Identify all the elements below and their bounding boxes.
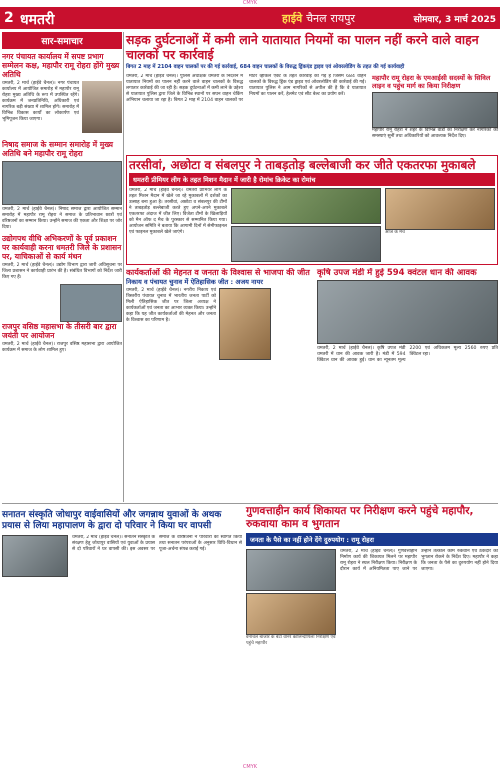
election-story [126,268,312,458]
brand-name: हाईवे [282,12,303,25]
sports-photos [231,188,381,262]
mandi-story [317,268,498,458]
election-subheadline: निकाय व पंचायत चुनाव में ऐतिहासिक जीत : अजय नायर [126,277,263,286]
brand-city: रायपुर [330,12,355,25]
brief-text: धमतरी, 2 मार्च (हाईवे चैनल)। राजपुर वसिष्ठ महासभा द्वारा आयोजित कार्यक्रम में समाज के लोग शामिल हुए। [2,342,122,353]
brief-title: उद्योगपथ वीथि अभिकरणों के पूर्व प्रकाशन पर कार्यवाही करना धमतरी जिले के प्रशासन पर, याचिकाओं से कार्य मंथन [2,234,122,261]
sidebar-heading: सार-समाचार [2,32,122,49]
sports-story [126,155,498,265]
match-caption: आज के मैच [385,229,405,235]
brief-text: धमतरी, 2 मार्च (हाईवे चैनल)। नगर पंचायत कार्यालय में आयोजित समारोह में महापौर रामू रोहरा मुख्य अतिथि के रूप में उपस्थित रहेंगे। कार्यक्रम में जनप्रतिनिधि, अधिकारी एवं नागरिक बड़ी संख्या में शामिल होंगे। समारोह में विभिन्न विकास कार्यों का लोकार्पण एवं भूमिपूजन किया जाएगा। [2,81,79,122]
inspection-photo-2 [246,593,336,635]
inspection-photos [246,549,336,761]
brief-title: राजपुर वसिष्ठ महासभा के तीसरी बार द्वारा जयंती पर आयोजन [2,322,117,340]
homecoming-story [2,510,242,757]
homecoming-body [2,535,242,757]
brief-item [2,52,122,123]
brief-text: धमतरी, 2 मार्च (हाईवे चैनल)। निषाद समाज द्वारा आयोजित सम्मान समारोह में महापौर रामू रोहरा ने समाज के प्रतिभावान छात्रों एवं वरिष्ठजनों का सम्मान किया। उन्होंने समाज की एकता और शिक्षा पर जोर दिया। [2,207,122,230]
lower-stories [126,268,498,458]
issue-date: सोमवार, 3 मार्च 2025 [413,15,496,25]
ceremony-photo [2,535,68,577]
page-number: 2 [4,10,14,26]
homecoming-headline: सनातन संस्कृति जोधापुर वाईवासियों और जगन्नाथ युवाओं के अथक प्रयास से लिया महापालण के द्वारा दो परिवार ने किया घर वापसी [2,510,222,531]
inspection-story [246,505,498,761]
top-story-text: धमतरी, 2 मार्च (हाईवे चैनल)। पुलिस अधीक्षक धमतरी के निर्देशन में यातायात नियमों का पालन नहीं करने वाले वाहन चालकों के विरुद्ध लगातार कार्रवाई की जा रही है। सड़क दुर्घटनाओं में कमी लाने के उद्देश्य से यातायात पुलिस द्वारा जिले के विभिन्न स्थानों पर सघन वाहन चेकिंग अभियान चलाया जा रहा है। बिगत 2 माह में 2104 वाहन चालकों पर मोटर व्हीकल एक्ट के तहत कार्रवाई की गई है जिसमें 684 वाहन चालकों के विरुद्ध ड्रिंक एंड ड्राइव एवं ओवरलोडिंग की कार्रवाई की गई। यातायात पुलिस ने आम नागरिकों से अपील की है कि वे यातायात नियमों का पालन करें, हेलमेट एवं सीट बेल्ट का प्रयोग करें। [126,73,366,103]
homecoming-text: धमतरी, 2 मार्च (हाईवे चैनल)। सनातन संस्कृति के संरक्षण हेतु जोधापुर वासियों एवं युवाओं के प्रयास से दो परिवारों ने घर वापसी की। इस अवसर पर समाज के वरिष्ठजनों ने परिवारों का स्वागत किया तथा सनातन परंपराओं के अनुसार विधि-विधान से पूजा-अर्चना संपन्न कराई गई। [72,535,242,552]
election-headline: कार्यकर्ताओं की मेहनत व जनता के विश्वास से भाजपा की जीत [126,267,310,277]
vehicle-photo [60,284,122,322]
mayor-portrait [82,81,122,133]
event-photo [2,161,122,205]
top-story-sidebar [372,74,498,152]
sports-subheading: धमतरी प्रीमियर लीग के तहत मिशन मैदान में जारी है रोमांच क्रिकेट का रोमांच [129,173,495,186]
inspection-headline: गुणवत्ताहीन कार्य शिकायत पर निरीक्षण करने पहुंचे महापौर, रुकवाया काम व भुगतान [246,505,474,530]
inspection-body [246,549,498,761]
main-content [126,32,498,458]
mandi-text: धमतरी, 2 मार्च (हाईवे चैनल)। कृषि उपज मंडी धमतरी में धान की आवक जारी है। मंडी में 594 क्विंटल धान की आवक हुई। धान का न्यूनतम मूल्य 2200 एवं अधिकतम मूल्य 2560 रुपए प्रति क्विंटल रहा। [317,345,498,363]
inspection-photo-1 [246,549,336,591]
sports-text: धमतरी, 2 मार्च (हाईवे चैनल)। धमतरी प्रीमियर लीग के तहत मिशन मैदान में खेले जा रहे मुकाबलों में दर्शकों का उत्साह बना हुआ है। तरसीवां, अछोटा व संबलपुर की टीमों ने ताबड़तोड़ बल्लेबाजी करते हुए अपने-अपने मुकाबले एकतरफा अंदाज में जीत लिए। विजेता टीमों के खिलाड़ियों को मैन ऑफ द मैच के पुरस्कार से सम्मानित किया गया। आयोजन समिति ने बताया कि आगामी दिनों में सेमीफाइनल एवं फाइनल मुकाबले खेले जाएंगे। [129,187,227,235]
sidebar-story-title: महापौर रामू रोहरा के एमआईसी सदस्यों के सिविल लाइन व पहुंच मार्ग का किया निरीक्षण [372,73,491,90]
inspection-photo [372,92,498,128]
sports-body [129,188,495,262]
top-story-intro: बिगत 2 माह में 2104 वाहन चालकों पर की गई कार्रवाई, 684 वाहन चालकों के विरुद्ध ड्रिंकएंड ड्राइव एवं ओवरलोडिंग के तहत की गई कार्यवाही [126,64,405,70]
inspection-caption: वनाचल बाजार के बेटा वानरे कालिन्दीपिला निरीक्षण एवं पहुंचे महापौर [246,635,336,646]
sidebar-story-text: महापौर रामू रोहरा ने शहर के विभिन्न वार्डों का निरीक्षण कर नागरिकों की समस्याएं सुनीं तथा अधिकारियों को आवश्यक निर्देश दिए। [372,127,498,139]
brand-sub: चैनल [306,12,327,25]
cricket-photo [231,188,381,224]
print-registration-top: CMYK [242,0,258,6]
team-photo [231,226,381,262]
top-story-body [126,74,498,152]
match-photo [385,188,495,230]
inspection-text: धमतरी, 2 मार्च (हाईवे चैनल)। गुणवत्ताहीन निर्माण कार्य की शिकायत मिलने पर महापौर रामू रोहरा ने स्थल निरीक्षण किया। निरीक्षण के दौरान कार्य में अनियमितता पाए जाने पर उन्होंने तत्काल काम रुकवाने एवं ठेकेदार का भुगतान रोकने के निर्देश दिए। महापौर ने कहा कि जनता के पैसे का दुरुपयोग नहीं होने दिया जाएगा। [340,549,498,572]
leader-portrait [219,288,271,360]
top-story-headline: सड़क दुर्घटनाओं में कमी लाने यातायात नियमों का पालन नहीं करने वाले वाहन चालकों पर कार्रवाई [126,32,479,62]
homecoming-photo-col [2,535,68,757]
sports-headline: तरसीवां, अछोटा व संबलपुर ने ताबड़तोड़ बल्लेबाजी कर जीते एकतरफा मुकाबले [129,157,476,172]
brief-title: नगर पंचायत कार्यालय में सपष्ट प्रभाग सम्मेलन कक्ष, महापौर रामू रोहरा होंगे मुख्य अतिथि [2,52,120,79]
section-divider [2,503,498,504]
column-divider [123,32,124,502]
sports-side [385,188,495,262]
election-text: धमतरी, 2 मार्च (हाईवे चैनल)। नगरीय निकाय एवं त्रिस्तरीय पंचायत चुनाव में भारतीय जनता पार्टी को मिली ऐतिहासिक जीत पर जिला अध्यक्ष ने कार्यकर्ताओं एवं जनता का आभार व्यक्त किया। उन्होंने कहा कि यह जीत कार्यकर्ताओं की मेहनत और जनता के विश्वास का परिणाम है। [126,287,216,323]
mandi-headline: कृषि उपज मंडी में हुई 594 क्वंटल धान की आवक [317,267,477,278]
print-registration-bottom: CMYK [242,764,258,770]
masthead [0,7,500,29]
brief-item [2,234,122,281]
brief-item [2,322,122,354]
election-body [126,288,312,360]
mandi-photo [317,280,498,344]
brief-title: निषाद समाज के सम्मान समारोह में मुख्य अतिथि बने महापौर रामू रोहरा [2,140,113,158]
brand-logo [282,11,355,26]
brief-text: धमतरी, 2 मार्च (हाईवे चैनल)। उद्योग विभाग द्वारा जारी अधिसूचना पर जिला प्रशासन ने कार्यवाही प्रारंभ की है। संबंधित विभागों को निर्देश जारी किए गए हैं। [2,263,122,280]
section-name: धमतरी [20,12,55,28]
brief-item [2,135,122,231]
inspection-subheading: जनता के पैसे का नहीं होने देंगे दुरुपयोग : रामू रोहरा [246,533,498,546]
sidebar-briefs [2,32,122,502]
